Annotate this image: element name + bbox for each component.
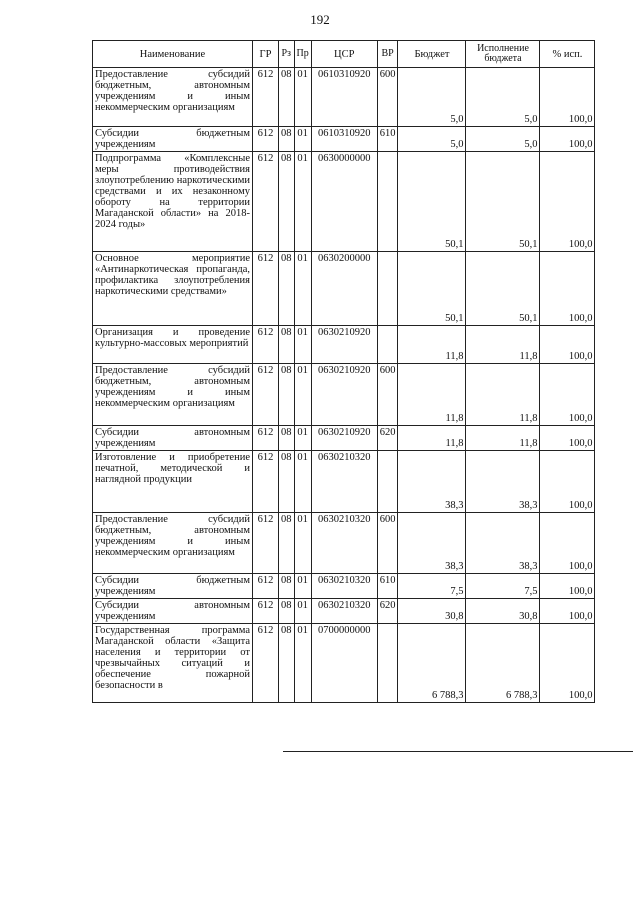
row-pr: 01 [294, 252, 311, 326]
row-gr: 612 [253, 364, 279, 426]
row-budget: 30,8 [398, 599, 466, 624]
row-budget: 7,5 [398, 574, 466, 599]
row-gr: 612 [253, 152, 279, 252]
table-row [93, 574, 595, 599]
row-name: Субсидии автономным учреждениям [93, 599, 253, 624]
row-percent: 100,0 [540, 426, 595, 451]
row-execution: 11,8 [466, 326, 540, 364]
row-execution: 11,8 [466, 426, 540, 451]
row-pr: 01 [294, 152, 311, 252]
row-percent: 100,0 [540, 326, 595, 364]
header-percent: % исп. [540, 41, 595, 68]
table-row [93, 624, 595, 703]
row-rz: 08 [279, 127, 295, 152]
row-pr: 01 [294, 574, 311, 599]
budget-table [92, 40, 595, 703]
row-budget: 11,8 [398, 426, 466, 451]
header-pr: Пр [294, 41, 311, 68]
row-rz: 08 [279, 599, 295, 624]
row-rz: 08 [279, 326, 295, 364]
row-execution: 7,5 [466, 574, 540, 599]
row-gr: 612 [253, 426, 279, 451]
row-budget: 38,3 [398, 451, 466, 513]
row-pr: 01 [294, 326, 311, 364]
row-execution: 11,8 [466, 364, 540, 426]
row-percent: 100,0 [540, 574, 595, 599]
row-csr: 0610310920 [311, 68, 377, 127]
row-pr: 01 [294, 364, 311, 426]
row-csr: 0630210320 [311, 451, 377, 513]
row-pr: 01 [294, 426, 311, 451]
row-rz: 08 [279, 152, 295, 252]
row-budget: 50,1 [398, 252, 466, 326]
row-pr: 01 [294, 68, 311, 127]
header-budget: Бюджет [398, 41, 466, 68]
row-vr: 600 [377, 68, 398, 127]
row-vr [377, 152, 398, 252]
row-vr: 600 [377, 364, 398, 426]
row-percent: 100,0 [540, 513, 595, 574]
row-budget: 11,8 [398, 364, 466, 426]
row-budget: 38,3 [398, 513, 466, 574]
row-budget: 11,8 [398, 326, 466, 364]
row-execution: 5,0 [466, 127, 540, 152]
row-execution: 38,3 [466, 513, 540, 574]
row-name: Предоставление субсидий бюджетным, автономным учреждениям и иным некоммерческим организациям [93, 68, 253, 127]
row-percent: 100,0 [540, 152, 595, 252]
row-name: Государственная программа Магаданской области «Защита населения и территории от чрезвычайных ситуаций и обеспечение пожарной безопасности в [93, 624, 253, 703]
row-csr: 0630210920 [311, 364, 377, 426]
header-csr: ЦСР [311, 41, 377, 68]
row-pr: 01 [294, 127, 311, 152]
row-gr: 612 [253, 599, 279, 624]
row-percent: 100,0 [540, 252, 595, 326]
row-rz: 08 [279, 252, 295, 326]
row-csr: 0700000000 [311, 624, 377, 703]
table-row [93, 326, 595, 364]
header-vr: ВР [377, 41, 398, 68]
row-execution: 5,0 [466, 68, 540, 127]
table-row [93, 599, 595, 624]
row-name: Субсидии автономным учреждениям [93, 426, 253, 451]
row-percent: 100,0 [540, 599, 595, 624]
row-percent: 100,0 [540, 451, 595, 513]
row-execution: 6 788,3 [466, 624, 540, 703]
row-rz: 08 [279, 513, 295, 574]
row-percent: 100,0 [540, 68, 595, 127]
row-execution: 50,1 [466, 152, 540, 252]
row-budget: 5,0 [398, 68, 466, 127]
row-budget: 50,1 [398, 152, 466, 252]
row-pr: 01 [294, 513, 311, 574]
row-percent: 100,0 [540, 624, 595, 703]
header-gr: ГР [253, 41, 279, 68]
row-csr: 0630000000 [311, 152, 377, 252]
row-csr: 0630210920 [311, 326, 377, 364]
table-row [93, 364, 595, 426]
row-budget: 6 788,3 [398, 624, 466, 703]
row-name: Предоставление субсидий бюджетным, автономным учреждениям и иным некоммерческим организациям [93, 513, 253, 574]
row-name: Подпрограмма «Комплексные меры противодействия злоупотреблению наркотическими средствами и их незаконному обороту на территории Магаданской области» на 2018-2024 годы» [93, 152, 253, 252]
row-vr: 600 [377, 513, 398, 574]
row-rz: 08 [279, 574, 295, 599]
row-rz: 08 [279, 451, 295, 513]
row-vr [377, 624, 398, 703]
row-gr: 612 [253, 127, 279, 152]
row-rz: 08 [279, 624, 295, 703]
row-csr: 0630210920 [311, 426, 377, 451]
row-vr: 610 [377, 574, 398, 599]
table-row [93, 252, 595, 326]
row-pr: 01 [294, 451, 311, 513]
row-percent: 100,0 [540, 364, 595, 426]
row-name: Изготовление и приобретение печатной, методической и наглядной продукции [93, 451, 253, 513]
row-execution: 38,3 [466, 451, 540, 513]
row-csr: 0630210320 [311, 599, 377, 624]
table-row [93, 513, 595, 574]
row-gr: 612 [253, 451, 279, 513]
row-gr: 612 [253, 513, 279, 574]
row-vr: 610 [377, 127, 398, 152]
page-divider [283, 751, 633, 752]
header-name: Наименование [93, 41, 253, 68]
row-vr: 620 [377, 599, 398, 624]
row-percent: 100,0 [540, 127, 595, 152]
row-pr: 01 [294, 624, 311, 703]
row-csr: 0630210320 [311, 574, 377, 599]
row-gr: 612 [253, 574, 279, 599]
row-rz: 08 [279, 68, 295, 127]
row-name: Субсидии бюджетным учреждениям [93, 127, 253, 152]
row-csr: 0630200000 [311, 252, 377, 326]
row-vr: 620 [377, 426, 398, 451]
row-pr: 01 [294, 599, 311, 624]
row-budget: 5,0 [398, 127, 466, 152]
page-number: 192 [310, 12, 330, 27]
row-vr [377, 252, 398, 326]
row-gr: 612 [253, 68, 279, 127]
row-execution: 30,8 [466, 599, 540, 624]
row-csr: 0610310920 [311, 127, 377, 152]
table-header-row [93, 41, 595, 68]
row-name: Предоставление субсидий бюджетным, автономным учреждениям и иным некоммерческим организациям [93, 364, 253, 426]
row-name: Субсидии бюджетным учреждениям [93, 574, 253, 599]
table-row [93, 68, 595, 127]
table-row [93, 127, 595, 152]
row-rz: 08 [279, 426, 295, 451]
row-gr: 612 [253, 252, 279, 326]
header-rz: Рз [279, 41, 295, 68]
row-vr [377, 326, 398, 364]
row-execution: 50,1 [466, 252, 540, 326]
header-execution: Исполнение бюджета [466, 41, 540, 68]
table-row [93, 426, 595, 451]
row-rz: 08 [279, 364, 295, 426]
row-vr [377, 451, 398, 513]
table-row [93, 152, 595, 252]
row-name: Организация и проведение культурно-массовых мероприятий [93, 326, 253, 364]
row-gr: 612 [253, 624, 279, 703]
row-csr: 0630210320 [311, 513, 377, 574]
row-name: Основное мероприятие «Антинаркотическая пропаганда, профилактика злоупотребления наркотическими средствами» [93, 252, 253, 326]
row-gr: 612 [253, 326, 279, 364]
table-row [93, 451, 595, 513]
